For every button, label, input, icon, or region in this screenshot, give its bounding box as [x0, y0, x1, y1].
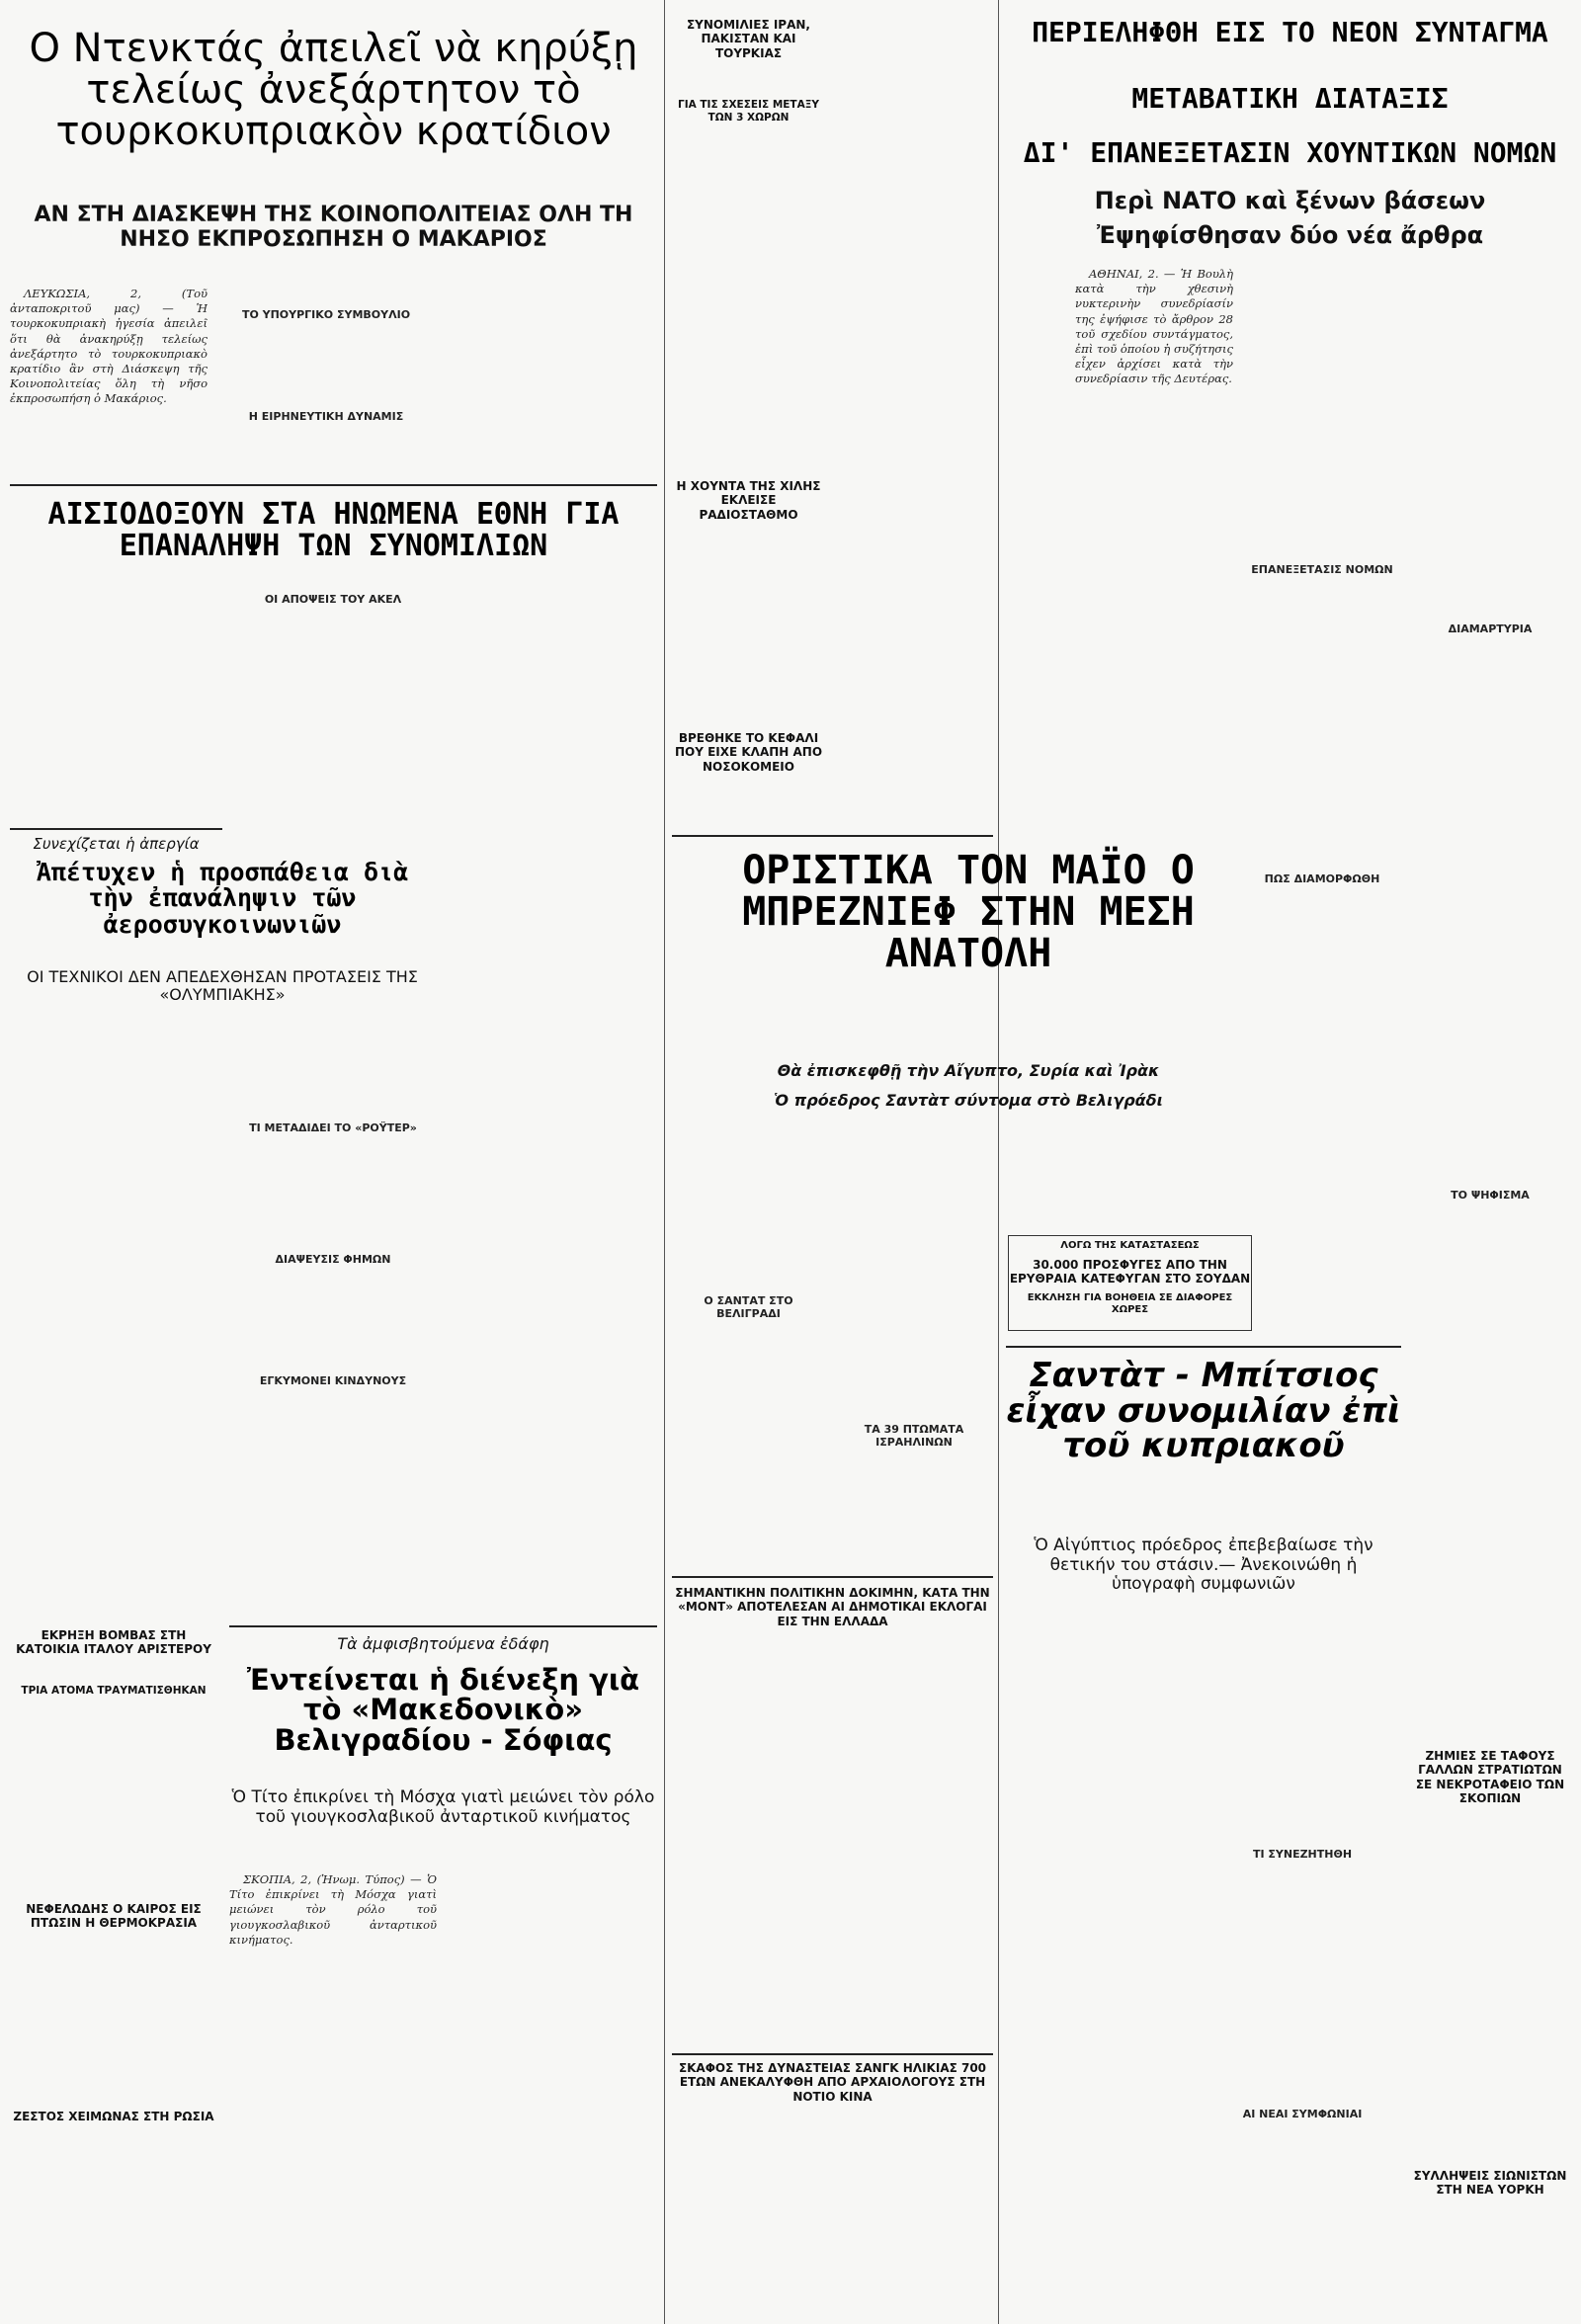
head-title: ΒΡΕΘΗΚΕ ΤΟ ΚΕΦΑΛΙ ΠΟΥ ΕΙΧΕ ΚΛΑΠΗ ΑΠΟ ΝΟΣΟΚΟΜΕΙΟ — [674, 731, 823, 774]
right-column — [1006, 0, 1574, 2324]
article-text — [10, 2154, 217, 2312]
article-text — [835, 1630, 993, 2045]
section-heading: ΤΙ ΜΕΤΑΔΙΔΕΙ ΤΟ «ΡΟΫΤΕΡ» — [249, 1121, 417, 1134]
brezhnev-headline: ΟΡΙΣΤΙΚΑ ΤΟΝ ΜΑΪΟ Ο ΜΠΡΕΖΝΙΕΦ ΣΤΗΝ ΜΕΣΗ ΑΝΑΤΟΛΗ — [742, 848, 1195, 976]
brezhnev-subheadline-2: Ὁ πρόεδρος Σαντὰτ σύντομα στὸ Βελιγράδι — [774, 1091, 1163, 1110]
section-heading: ΤΙ ΣΥΝΕΖΗΤΗΘΗ — [1252, 1848, 1353, 1861]
article-text — [10, 583, 217, 820]
macedonian-subheadline: Ὁ Τίτο ἐπικρίνει τὴ Μόσχα γιατὶ μειώνει τὸν ρόλο τοῦ γιουγκοσλαβικοῦ ἀνταρτικοῦ κινήματος — [231, 1787, 655, 1827]
strike-headline: Ἀπέτυχεν ἡ προσπάθεια διὰ τὴν ἐπανάληψιν τῶν ἀεροσυγκοινωνιῶν — [36, 858, 409, 939]
article-text — [672, 1630, 825, 2045]
china-title: ΣΚΑΦΟΣ ΤΗΣ ΔΥΝΑΣΤΕΙΑΣ ΣΑΝΓΚ ΗΛΙΚΙΑΣ 700 ΕΤΩΝ ΑΝΕΚΑΛΥΦΘΗ ΑΠΟ ΑΡΧΑΙΟΛΟΓΟΥΣ ΣΤΗ ΝΟΤΙΟ ΚΙΝΑ — [678, 2061, 987, 2104]
constitution-headline-2: ΜΕΤΑΒΑΤΙΚΗ ΔΙΑΤΑΞΙΣ — [1131, 82, 1449, 115]
denktas-headline: Ο Ντενκτάς ἀπειλεῖ νὰ κηρύξῃ τελείως ἀνεξάρτητον τὸ τουρκοκυπριακὸν κρατίδιον — [29, 26, 638, 154]
article-text — [229, 1872, 437, 2312]
column-rule — [664, 0, 665, 2324]
column-rule — [998, 0, 999, 2324]
section-divider — [10, 484, 657, 486]
article-text — [1411, 267, 1569, 1551]
section-heading: Η ΕΙΡΗΝΕΥΤΙΚΗ ΔΥΝΑΜΙΣ — [248, 410, 404, 424]
section-heading: ΤΟ ΨΗΦΙΣΜΑ — [1451, 1189, 1530, 1203]
article-text — [450, 1872, 657, 2312]
brief-subtitle: ΤΡΙΑ ΑΤΟΜΑ ΤΡΑΥΜΑΤΙΣΘΗΚΑΝ — [21, 1685, 207, 1697]
junta-title: Η ΧΟΥΝΤΑ ΤΗΣ ΧΙΛΗΣ ΕΚΛΕΙΣΕ ΡΑΔΙΟΣΤΑΘΜΟ — [676, 479, 821, 522]
article-text — [10, 1961, 217, 2100]
article-text — [1411, 1828, 1569, 2154]
section-heading: ΠΩΣ ΔΙΑΜΟΡΦΩΘΗ — [1264, 872, 1380, 886]
article-text — [1006, 1620, 1194, 2312]
article-text — [672, 2110, 825, 2317]
section-divider — [229, 1625, 657, 1627]
section-divider — [672, 2053, 993, 2055]
denktas-lead: ΛΕΥΚΩΣΙΑ, 2, (Τοῦ ἀνταποκριτοῦ μας) — Ἡ τουρκοκυπριακὴ ἡγεσία ἀπειλεῖ ὅτι θὰ ἀνακηρύξῃ τελείως ἀνεξάρτητο τὸ τουρκοκυπριακὸ κρατίδιο ἂν στὴ Διάσκεψη τῆς Κοινοπολιτείας ὅλη τὴ νῆσο ἐκπροσωπήση ὁ Μακάριος. — [10, 287, 208, 406]
refugees-kicker: ΛΟΓΩ ΤΗΣ ΚΑΤΑΣΤΑΣΕΩΣ — [1060, 1240, 1200, 1251]
section-heading: ΔΙΑΨΕΥΣΙΣ ΦΗΜΩΝ — [275, 1253, 391, 1267]
article-text — [450, 583, 657, 820]
article-text — [1411, 2223, 1569, 2317]
talks-subtitle: ΓΙΑ ΤΙΣ ΣΧΕΣΕΙΣ ΜΕΤΑΞΥ ΤΩΝ 3 ΧΩΡΩΝ — [678, 99, 819, 124]
article-text — [835, 1126, 993, 1561]
brezhnev-subheadline: Θὰ ἐπισκεφθῇ τὴν Αἴγυπτο, Συρία καὶ Ἰρὰκ — [777, 1061, 1160, 1080]
section-divider — [672, 1576, 993, 1578]
section-heading: Ο ΣΑΝΤΑΤ ΣΤΟ ΒΕΛΙΓΡΑΔΙ — [704, 1294, 793, 1321]
article-text — [10, 1023, 217, 1616]
article-text — [222, 287, 430, 464]
section-divider — [10, 828, 222, 830]
macedonian-headline: Ἐντείνεται ἡ διένεξη γιὰ τὸ «Μακεδονικὸ» Βελιγραδίου - Σόφιας — [246, 1663, 640, 1757]
denktas-subheadline: ΑΝ ΣΤΗ ΔΙΑΣΚΕΨΗ ΤΗΣ ΚΟΙΝΟΠΟΛΙΤΕΙΑΣ ΟΛΗ ΤΗ ΝΗΣΟ ΕΚΠΡΟΣΩΠΗΣΗ Ο ΜΑΚΑΡΙΟΣ — [34, 203, 633, 253]
section-divider — [672, 835, 993, 837]
article-text — [835, 18, 993, 314]
strike-subheadline: ΟΙ ΤΕΧΝΙΚΟΙ ΔΕΝ ΑΠΕΔΕΧΘΗΣΑΝ ΠΡΟΤΑΣΕΙΣ ΤΗΣ «ΟΛΥΜΠΙΑΚΗΣ» — [27, 967, 418, 1005]
constitution-subheadline: Περὶ ΝΑΤΟ καὶ ξένων βάσεων — [1094, 187, 1486, 214]
section-heading: ΤΑ 39 ΠΤΩΜΑΤΑ ΙΣΡΑΗΛΙΝΩΝ — [864, 1423, 964, 1450]
mont-title: ΣΗΜΑΝΤΙΚΗΝ ΠΟΛΙΤΙΚΗΝ ΔΟΚΙΜΗΝ, ΚΑΤΑ ΤΗΝ «ΜΟΝΤ» ΑΠΟΤΕΛΕΣΑΝ ΑΙ ΔΗΜΟΤΙΚΑΙ ΕΚΛΟΓΑΙ ΕΙΣ ΤΗΝ ΕΛΛΑΔΑ — [675, 1586, 990, 1628]
un-headline: ΑΙΣΙΟΔΟΞΟΥΝ ΣΤΑ ΗΝΩΜΕΝΑ ΕΘΝΗ ΓΙΑ ΕΠΑΝΑΛΗΨΗ ΤΩΝ ΣΥΝΟΜΙΛΙΩΝ — [47, 497, 620, 563]
arrests-title: ΣΥΛΛΗΨΕΙΣ ΣΙΩΝΙΣΤΩΝ ΣΤΗ ΝΕΑ ΥΟΡΚΗ — [1413, 2169, 1567, 2198]
graves-title: ΖΗΜΙΕΣ ΣΕ ΤΑΦΟΥΣ ΓΑΛΛΩΝ ΣΤΡΑΤΙΩΤΩΝ ΣΕ ΝΕΚΡΟΤΑΦΕΙΟ ΤΩΝ ΣΚΟΠΙΩΝ — [1415, 1749, 1565, 1806]
section-heading: ΟΙ ΑΠΟΨΕΙΣ ΤΟΥ ΑΚΕΛ — [264, 593, 402, 606]
article-text — [1075, 267, 1233, 1215]
left-column — [10, 0, 657, 2324]
macedonian-lead: ΣΚΟΠΙΑ, 2, (Ἡνωμ. Τύπος) — Ὁ Τίτο ἐπικρίνει τὴ Μόσχα γιατὶ μειώνει τὸν ρόλο τοῦ γιουγκοσλαβικοῦ ἀνταρτικοῦ κινήματος. — [229, 1872, 437, 1947]
article-text — [835, 2110, 993, 2317]
article-text — [10, 1719, 217, 1897]
section-divider — [1006, 1346, 1401, 1348]
constitution-subheadline-2: Ἐψηφίσθησαν δύο νέα ἄρθρα — [1096, 221, 1484, 249]
section-heading: ΤΟ ΥΠΟΥΡΓΙΚΟ ΣΥΜΒΟΥΛΙΟ — [241, 308, 411, 321]
sadat-headline: Σαντὰτ - Μπίτσιος εἶχαν συνομιλίαν ἐπὶ τοῦ κυπριακοῦ — [1006, 1356, 1401, 1466]
article-text — [450, 840, 657, 1275]
brief-title: ΖΕΣΤΟΣ ΧΕΙΜΩΝΑΣ ΣΤΗ ΡΩΣΙΑ — [13, 2110, 214, 2123]
article-text — [672, 1126, 825, 1561]
constitution-headline-3: ΔΙ' ΕΠΑΝΕΞΕΤΑΣΙΝ ΧΟΥΝΤΙΚΩΝ ΝΟΜΩΝ — [1023, 136, 1557, 169]
section-heading: ΔΙΑΜΑΡΤΥΡΙΑ — [1448, 622, 1533, 635]
article-text — [672, 124, 825, 469]
article-text — [229, 1023, 437, 1616]
section-heading: ΑΙ ΝΕΑΙ ΣΥΜΦΩΝΙΑΙ — [1242, 2108, 1363, 2121]
macedonian-kicker: Τὰ ἀμφισβητούμενα ἐδάφη — [337, 1634, 549, 1653]
article-text — [835, 326, 993, 820]
article-text — [672, 534, 825, 711]
article-text — [1208, 1620, 1396, 2312]
sadat-subheadline: Ὁ Αἰγύπτιος πρόεδρος ἐπεβεβαίωσε τὴν θετικήν του στάσιν.— Ἀνεκοινώθη ἡ ὑπογραφὴ συμφωνιῶν — [1034, 1536, 1373, 1595]
article-text — [1243, 267, 1401, 1354]
article-text — [10, 287, 208, 464]
brief-title: ΝΕΦΕΛΩΔΗΣ Ο ΚΑΙΡΟΣ ΕΙΣ ΠΤΩΣΙΝ Η ΘΕΡΜΟΚΡΑΣΙΑ — [26, 1902, 202, 1931]
refugees-subtitle: ΕΚΚΛΗΣΗ ΓΙΑ ΒΟΗΘΕΙΑ ΣΕ ΔΙΑΦΟΡΕΣ ΧΩΡΕΣ — [1027, 1291, 1233, 1315]
article-text — [445, 287, 652, 464]
article-text — [229, 583, 437, 820]
section-heading: ΕΓΚΥΜΟΝΕΙ ΚΙΝΔΥΝΟΥΣ — [259, 1374, 407, 1388]
constitution-headline: ΠΕΡΙΕΛΗΦΘΗ ΕΙΣ ΤΟ ΝΕΟΝ ΣΥΝΤΑΓΜΑ — [1032, 16, 1548, 48]
constitution-lead: ΑΘΗΝΑΙ, 2. — Ἡ Βουλὴ κατὰ τὴν χθεσινὴ νυκτερινὴν συνεδρίασίν της ἐψήφισε τὸ ἄρθρον 28 τοῦ σχεδίου συντάγματος, ἐπὶ τοῦ ὁποίου ἡ συζήτησις εἶχεν ἀρχίσει κατὰ τὴν συνεδρίασιν τῆς Δευτέρας. — [1075, 267, 1233, 386]
brief-title: ΕΚΡΗΞΗ ΒΟΜΒΑΣ ΣΤΗ ΚΑΤΟΙΚΙΑ ΙΤΑΛΟΥ ΑΡΙΣΤΕΡΟΥ — [16, 1628, 211, 1657]
talks-title: ΣΥΝΟΜΙΛΙΕΣ ΙΡΑΝ, ΠΑΚΙΣΤΑΝ ΚΑΙ ΤΟΥΡΚΙΑΣ — [686, 18, 810, 60]
strike-kicker: Συνεχίζεται ἡ ἀπεργία — [33, 835, 200, 853]
section-heading: ΕΠΑΝΕΞΕΤΑΣΙΣ ΝΟΜΩΝ — [1251, 563, 1393, 576]
refugees-title: 30.000 ΠΡΟΣΦΥΓΕΣ ΑΠΟ ΤΗΝ ΕΡΥΘΡΑΙΑ ΚΑΤΕΦΥΓΑΝ ΣΤΟ ΣΟΥΔΑΝ — [1009, 1258, 1251, 1286]
